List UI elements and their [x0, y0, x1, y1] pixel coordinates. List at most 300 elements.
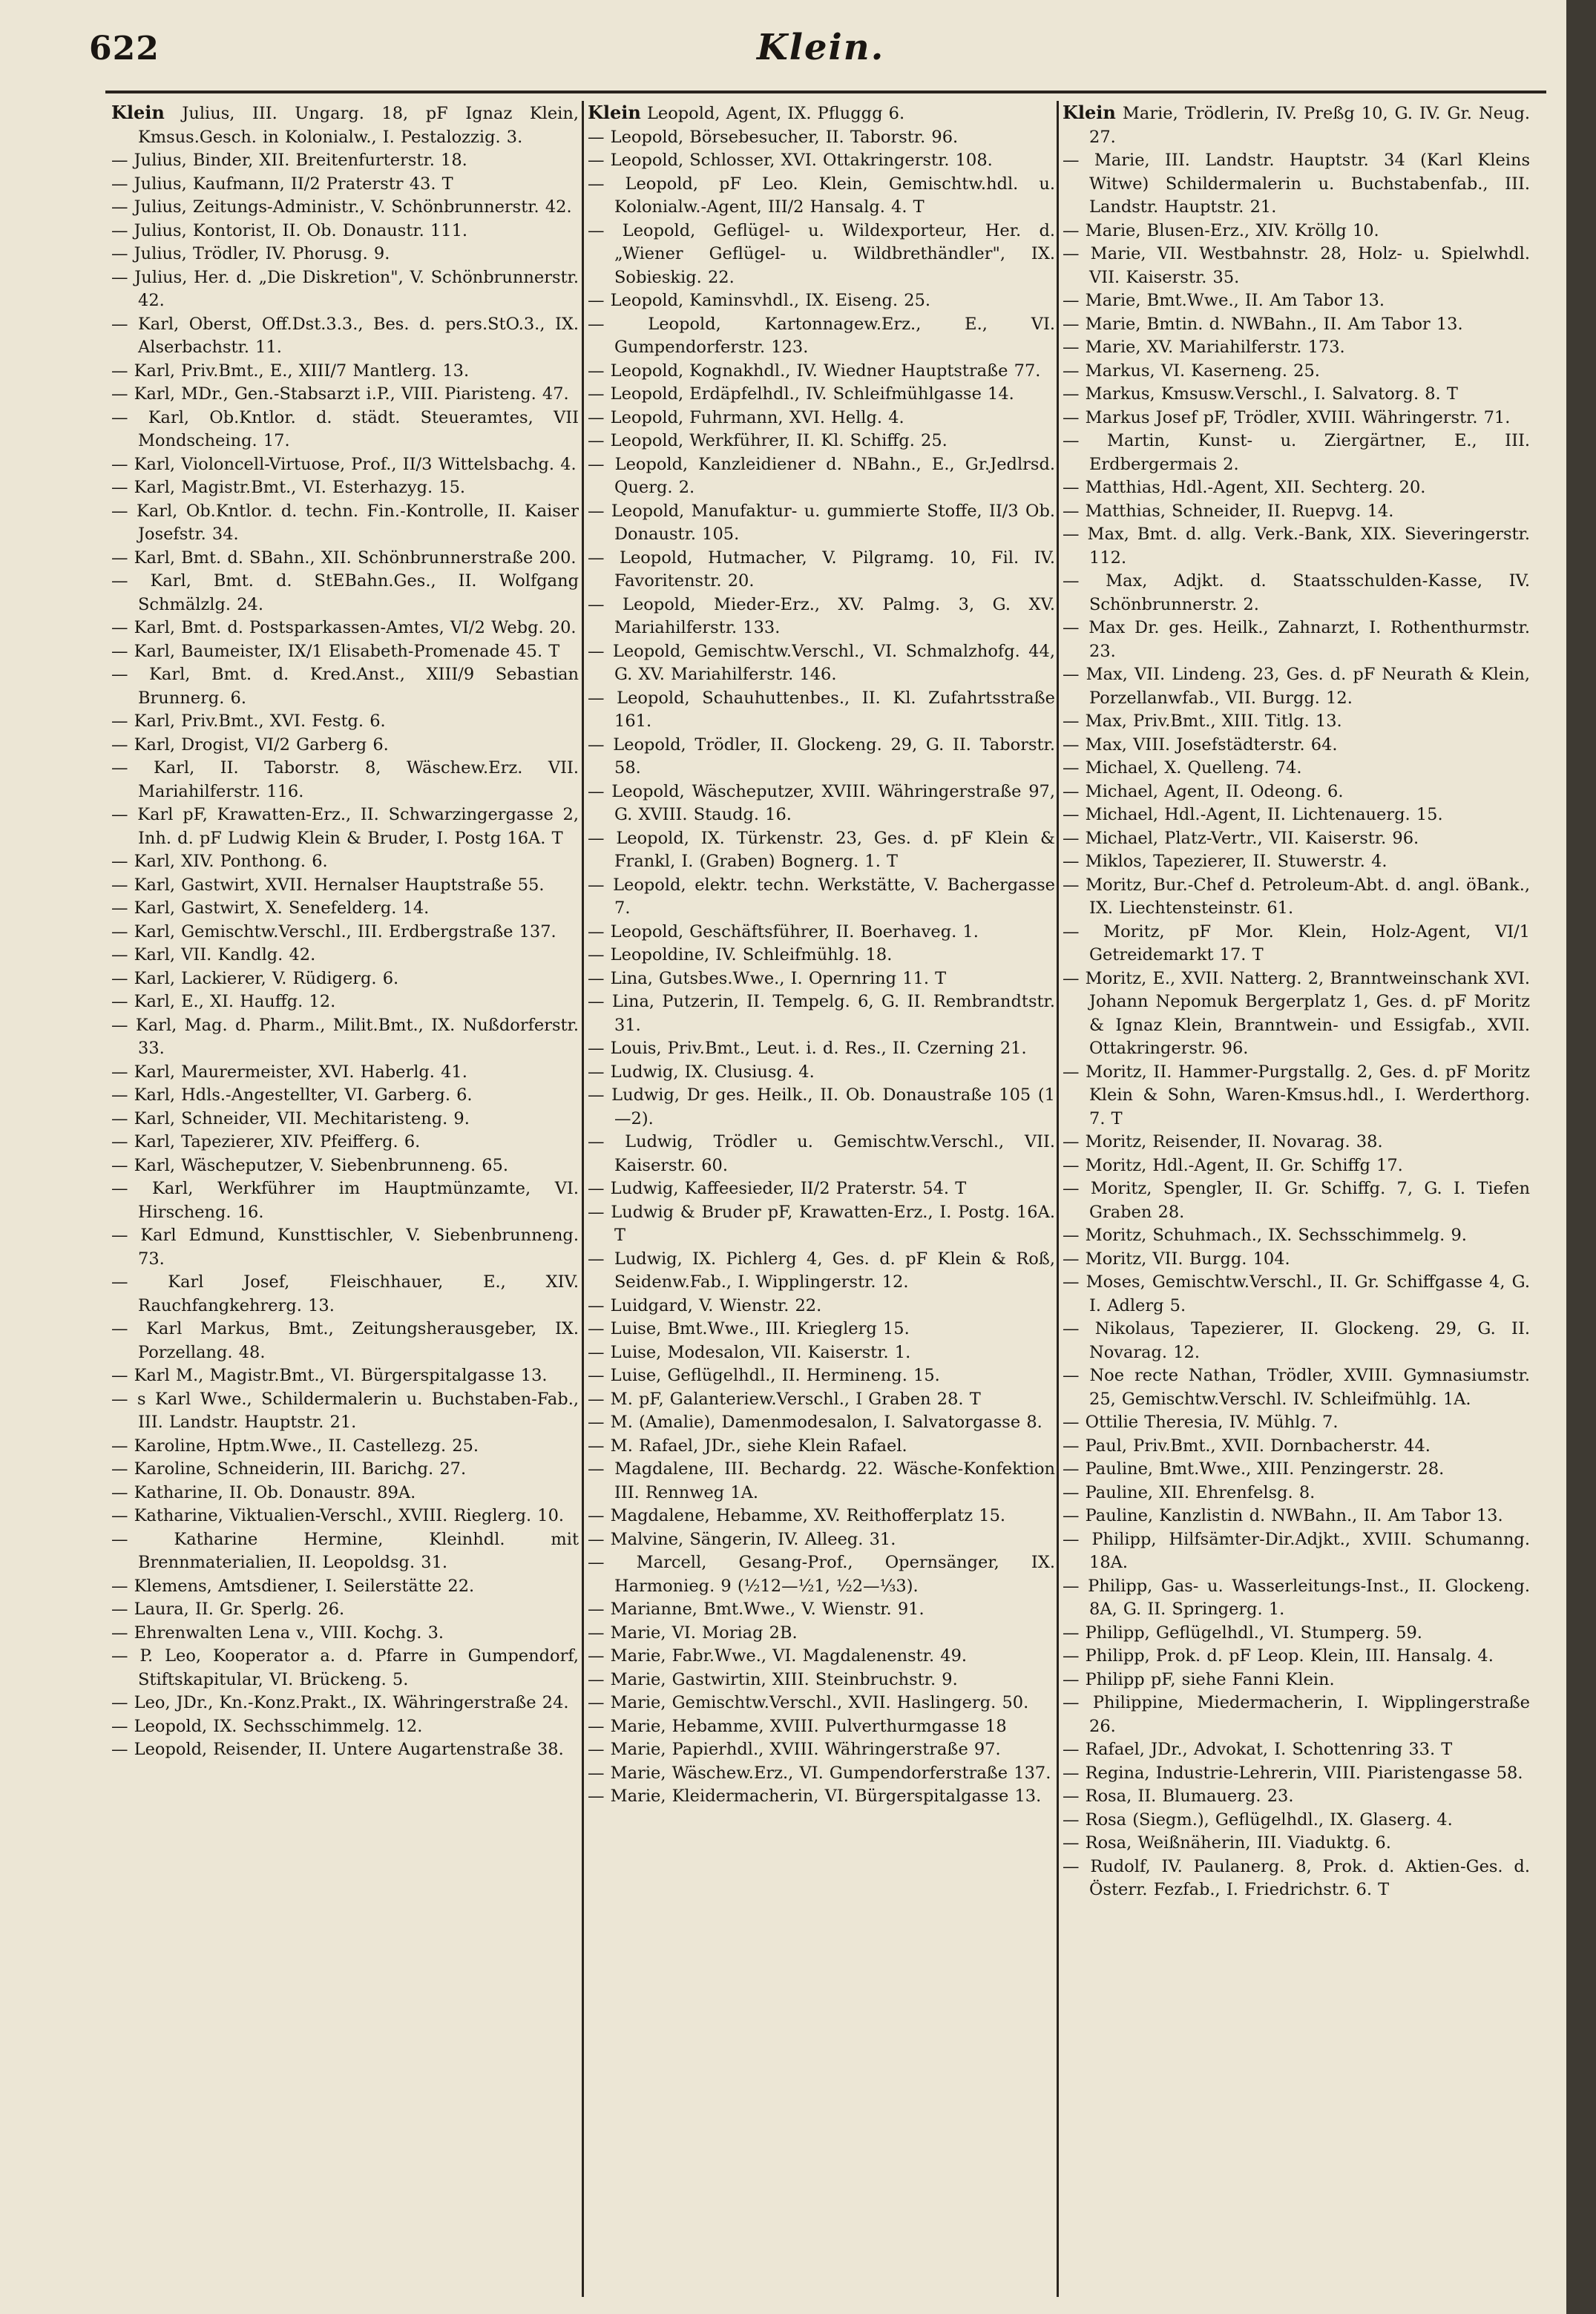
directory-entry [1063, 921, 1530, 967]
directory-entry [588, 1388, 1055, 1412]
entry-text: — Ludwig, IX. Clusiusg. 4. [588, 1062, 815, 1082]
entry-text: — Nikolaus, Tapezierer, II. Glockeng. 29, G. II. Novarag. 12. [1063, 1319, 1530, 1362]
entry-text: — Magdalene, III. Bechardg. 22. Wäsche-Konfektion III. Rennweg 1A. [588, 1459, 1055, 1502]
entry-text: — Moritz, pF Mor. Klein, Holz-Agent, VI/1 Getreidemarkt 17. T [1063, 921, 1530, 964]
directory-entry [1063, 570, 1530, 617]
directory-entry [1063, 850, 1530, 874]
entry-text: — Leopold, Schauhuttenbes., II. Kl. Zufahrtsstraße 161. [588, 688, 1055, 731]
directory-entry [1063, 1411, 1530, 1435]
directory-entry [588, 360, 1055, 384]
entry-text: — Julius, Zeitungs-Administr., V. Schönbrunnerstr. 42. [111, 197, 572, 217]
entry-text: — Marie, III. Landstr. Hauptstr. 34 (Karl Kleins Witwe) Schildermalerin u. Buchstabenfab., III. Landstr. Hauptstr. 21. [1063, 151, 1530, 217]
entry-text: — Pauline, Kanzlistin d. NWBahn., II. Am Tabor 13. [1063, 1506, 1503, 1525]
entry-text: — Leopold, Gemischtw.Verschl., VI. Schmalzhofg. 44, G. XV. Mariahilferstr. 146. [588, 641, 1055, 684]
entry-text: — P. Leo, Kooperator a. d. Pfarre in Gumpendorf, Stiftskapitular, VI. Brückeng. 5. [111, 1646, 579, 1689]
directory-entry [1063, 523, 1530, 570]
entry-text: — Michael, X. Quelleng. 74. [1063, 758, 1302, 778]
directory-entry [588, 1295, 1055, 1318]
directory-entry [588, 594, 1055, 640]
header-rule [105, 91, 1546, 93]
directory-entry [588, 1411, 1055, 1435]
entry-text: — Julius, Her. d. „Die Diskretion", V. Schönbrunnerstr. 42. [111, 267, 579, 310]
entry-text: — Karl, II. Taborstr. 8, Wäschew.Erz. VII. Mariahilferstr. 116. [111, 758, 579, 801]
entry-text: — Karl, Magistr.Bmt., VI. Esterhazyg. 15. [111, 478, 466, 497]
entry-text: — Marie, Blusen-Erz., XIV. Kröllg 10. [1063, 220, 1379, 240]
directory-entry [588, 383, 1055, 407]
entry-text: — Karl, E., XI. Hauffg. 12. [111, 992, 336, 1011]
directory-entry [588, 173, 1055, 220]
directory-entry [111, 383, 579, 407]
entry-text: — Marcell, Gesang-Prof., Opernsänger, IX. Harmonieg. 9 (½12—½1, ½2—⅓3). [588, 1553, 1055, 1596]
directory-entry [111, 313, 579, 360]
directory-entry [588, 1645, 1055, 1669]
entry-text: — Leopold, Hutmacher, V. Pilgramg. 10, Fil. IV. Favoritenstr. 20. [588, 548, 1055, 591]
entry-text: — Karl Edmund, Kunsttischler, V. Siebenbrunneng. 73. [111, 1226, 579, 1269]
entry-text: — Markus Josef pF, Trödler, XVIII. Währingerstr. 71. [1063, 407, 1511, 427]
directory-entry [588, 1785, 1055, 1809]
directory-entry [1063, 874, 1530, 921]
entry-text: — Philippine, Miedermacherin, I. Wipplingerstraße 26. [1063, 1693, 1530, 1736]
entry-text: — Karl, Bmt. d. Kred.Anst., XIII/9 Sebastian Brunnerg. 6. [111, 665, 579, 708]
directory-entry [111, 803, 579, 850]
directory-entry [111, 1364, 579, 1388]
page-edge-shadow [1566, 0, 1596, 2314]
entry-text: — Marie, VI. Moriag 2B. [588, 1623, 798, 1643]
entry-text: — Karl, Bmt. d. StEBahn.Ges., II. Wolfgang Schmälzlg. 24. [111, 571, 579, 614]
entry-text: — Moritz, Spengler, II. Gr. Schiffg. 7, G. I. Tiefen Graben 28. [1063, 1179, 1530, 1222]
directory-entry [1063, 1224, 1530, 1248]
directory-entry [1063, 1622, 1530, 1646]
entry-text: — Leopold, Reisender, II. Untere Augartenstraße 38. [111, 1740, 564, 1759]
directory-entry [588, 101, 1055, 126]
directory-entry [588, 1341, 1055, 1365]
directory-entry [1063, 1645, 1530, 1669]
directory-entry [111, 990, 579, 1014]
directory-entry [111, 1061, 579, 1085]
directory-entry [111, 1177, 579, 1224]
directory-entry [1063, 1575, 1530, 1622]
directory-entry [588, 734, 1055, 780]
entry-text: — Moritz, II. Hammer-Purgstallg. 2, Ges. d. pF Moritz Klein & Sohn, Waren-Kmsus.hdl., I. Werderthorg. 7. T [1063, 1062, 1530, 1128]
entry-text: Julius, III. Ungarg. 18, pF Ignaz Klein, Kmsus.Gesch. in Kolonialw., I. Pestalozzig. 3. [138, 104, 579, 147]
entry-text: — Karl, Ob.Kntlor. d. städt. Steueramtes, VII Mondscheing. 17. [111, 407, 579, 450]
entry-text: — Marianne, Bmt.Wwe., V. Wienstr. 91. [588, 1600, 925, 1619]
directory-entry [588, 1622, 1055, 1646]
directory-entry [588, 1037, 1055, 1061]
entry-text: — Rosa (Siegm.), Geflügelhdl., IX. Glaserg. 4. [1063, 1810, 1453, 1830]
directory-entry [111, 944, 579, 967]
entry-text: — Leopold, Geschäftsführer, II. Boerhaveg. 1. [588, 921, 979, 941]
directory-entry [1063, 430, 1530, 476]
directory-entry [588, 780, 1055, 827]
entry-text: — Julius, Binder, XII. Breitenfurterstr. 18. [111, 151, 467, 170]
directory-entry [111, 1482, 579, 1505]
directory-entry [1063, 1738, 1530, 1762]
directory-entry [111, 1692, 579, 1715]
entry-text: — Martin, Kunst- u. Ziergärtner, E., III. Erdbergermais 2. [1063, 431, 1530, 474]
entry-text: — Luise, Bmt.Wwe., III. Krieglerg 15. [588, 1319, 910, 1338]
entry-text: — Leopold, Geflügel- u. Wildexporteur, Her. d. „Wiener Geflügel- u. Wildbrethändler", IX. Sobieskig. 22. [588, 220, 1055, 287]
directory-entry [111, 874, 579, 898]
entry-text: — Karl pF, Krawatten-Erz., II. Schwarzingergasse 2, Inh. d. pF Ludwig Klein & Bruder, I. Postg 16A. T [111, 805, 579, 848]
directory-entry [111, 149, 579, 173]
entry-text: — Leopold, Kanzleidiener d. NBahn., E., Gr.Jedlrsd. Querg. 2. [588, 454, 1055, 497]
directory-entry [1063, 1856, 1530, 1902]
entry-text: — Leo, JDr., Kn.-Konz.Prakt., IX. Währingerstraße 24. [111, 1693, 569, 1712]
directory-entry [111, 1014, 579, 1061]
directory-entry [111, 921, 579, 944]
entry-text: — Max, VIII. Josefstädterstr. 64. [1063, 734, 1338, 755]
directory-entry [1063, 967, 1530, 1061]
entry-text: — Marie, Gastwirtin, XIII. Steinbruchstr. 9. [588, 1669, 958, 1689]
directory-entry [588, 1318, 1055, 1341]
entry-text: — Michael, Hdl.-Agent, II. Lichtenauerg. 15. [1063, 805, 1443, 824]
entry-text: — Rosa, Weißnäherin, III. Viaduktg. 6. [1063, 1833, 1391, 1853]
entry-text: — Noe recte Nathan, Trödler, XVIII. Gymnasiumstr. 25, Gemischtw.Verschl. IV. Schleifmühlg. 1A. [1063, 1366, 1530, 1409]
directory-entry [111, 1738, 579, 1762]
directory-entry [111, 476, 579, 500]
entry-text: — Katharine Hermine, Kleinhdl. mit Brennmaterialien, II. Leopoldsg. 31. [111, 1529, 579, 1572]
entry-text: Marie, Trödlerin, IV. Preßg 10, G. IV. Gr. Neug. 27. [1089, 104, 1530, 147]
entry-text: — Moritz, E., XVII. Natterg. 2, Branntweinschank XVI. Johann Nepomuk Bergerplatz 1, Ges. d. pF Moritz & Ignaz Klein, Branntwein- und Essigfab., XVII. Ottakringerstr. 96. [1063, 968, 1530, 1058]
entry-surname: Klein [111, 102, 165, 123]
entry-text: — Philipp, Hilfsämter-Dir.Adjkt., XVIII. Schumanng. 18A. [1063, 1529, 1530, 1572]
directory-entry [1063, 243, 1530, 289]
entry-text: — Pauline, Bmt.Wwe., XIII. Penzingerstr. 28. [1063, 1459, 1445, 1479]
entry-text: — Marie, XV. Mariahilferstr. 173. [1063, 338, 1345, 357]
entry-text: — Max, Bmt. d. allg. Verk.-Bank, XIX. Sieveringerstr. 112. [1063, 525, 1530, 568]
entry-text: — Moritz, Reisender, II. Novarag. 38. [1063, 1132, 1383, 1151]
entry-text: — Moses, Gemischtw.Verschl., II. Gr. Schiffgasse 4, G. I. Adlerg 5. [1063, 1272, 1530, 1315]
entry-text: — Karl Markus, Bmt., Zeitungsherausgeber, IX. Porzellang. 48. [111, 1319, 579, 1362]
entry-text: — Matthias, Hdl.-Agent, XII. Sechterg. 20. [1063, 478, 1426, 497]
entry-text: — Karl, XIV. Ponthong. 6. [111, 852, 328, 871]
entry-text: — Philipp, Gas- u. Wasserleitungs-Inst., II. Glockeng. 8A, G. II. Springerg. 1. [1063, 1576, 1530, 1619]
entry-text: — Rudolf, IV. Paulanerg. 8, Prok. d. Aktien-Ges. d. Österr. Fezfab., I. Friedrichstr. 6. T [1063, 1856, 1530, 1899]
page-number: 622 [89, 30, 160, 68]
directory-entry [588, 1762, 1055, 1786]
directory-entry [588, 1084, 1055, 1131]
directory-entry [1063, 757, 1530, 780]
directory-entry [1063, 1271, 1530, 1318]
directory-entry [1063, 289, 1530, 313]
entry-text: — Karl, Gastwirt, XVII. Hernalser Hauptstraße 55. [111, 875, 545, 895]
entry-text: — Marie, Bmtin. d. NWBahn., II. Am Tabor 13. [1063, 314, 1463, 334]
entry-text: — Michael, Platz-Vertr., VII. Kaiserstr. 96. [1063, 828, 1419, 848]
directory-entry [1063, 383, 1530, 407]
directory-entry [111, 196, 579, 220]
entry-text: — Rafael, JDr., Advokat, I. Schottenring 33. T [1063, 1740, 1453, 1759]
entry-text: — Julius, Trödler, IV. Phorusg. 9. [111, 244, 390, 263]
entry-text: — Ludwig, Kaffeesieder, II/2 Praterstr. 54. T [588, 1179, 967, 1198]
directory-entry [588, 289, 1055, 313]
directory-entry [1063, 1762, 1530, 1786]
directory-entry [588, 1177, 1055, 1201]
directory-entry [588, 967, 1055, 991]
entry-text: — Lina, Gutsbes.Wwe., I. Opernring 11. T [588, 968, 947, 988]
directory-entry [588, 313, 1055, 360]
directory-entry [588, 149, 1055, 173]
entry-text: — M. Rafael, JDr., siehe Klein Rafael. [588, 1436, 907, 1456]
directory-entry [111, 710, 579, 734]
directory-entry [1063, 1669, 1530, 1692]
entry-text: — Julius, Kontorist, II. Ob. Donaustr. 111. [111, 220, 468, 240]
directory-entry [588, 1692, 1055, 1715]
column-1 [111, 101, 579, 2297]
entry-text: — Markus, VI. Kaserneng. 25. [1063, 361, 1320, 381]
directory-entry [111, 570, 579, 617]
entry-text: Leopold, Agent, IX. Pfluggg 6. [640, 104, 905, 123]
entry-text: — Luise, Geflügelhdl., II. Hermineng. 15. [588, 1366, 940, 1385]
directory-entry [1063, 220, 1530, 243]
entry-text: — Philipp, Geflügelhdl., VI. Stumperg. 59. [1063, 1623, 1422, 1643]
column-2 [588, 101, 1055, 2297]
entry-surname: Klein [588, 102, 641, 123]
directory-entry [588, 1505, 1055, 1528]
entry-text: — Moritz, VII. Burgg. 104. [1063, 1249, 1290, 1269]
entry-text: — Marie, Kleidermacherin, VI. Bürgerspitalgasse 13. [588, 1787, 1042, 1806]
directory-entry [1063, 360, 1530, 384]
directory-entry [588, 1528, 1055, 1552]
directory-entry [1063, 407, 1530, 430]
entry-text: — Malvine, Sängerin, IV. Alleeg. 31. [588, 1529, 896, 1549]
directory-entry [111, 1271, 579, 1318]
entry-text: — Leopold, Erdäpfelhdl., IV. Schleifmühlgasse 14. [588, 384, 1014, 404]
directory-entry [111, 500, 579, 547]
directory-entry [1063, 1528, 1530, 1575]
entry-text: — Marie, Fabr.Wwe., VI. Magdalenenstr. 49. [588, 1646, 968, 1666]
directory-entry [1063, 1154, 1530, 1178]
entry-text: — Philipp, Prok. d. pF Leop. Klein, III. Hansalg. 4. [1063, 1646, 1494, 1666]
directory-entry [111, 640, 579, 664]
directory-entry [111, 1645, 579, 1692]
entry-text: — Max, VII. Lindeng. 23, Ges. d. pF Neurath & Klein, Porzellanwfab., VII. Burgg. 12. [1063, 665, 1530, 708]
directory-entry [1063, 710, 1530, 734]
directory-entry [111, 734, 579, 757]
entry-text: — Max Dr. ges. Heilk., Zahnarzt, I. Rothenthurmstr. 23. [1063, 618, 1530, 661]
entry-text: — Ehrenwalten Lena v., VIII. Kochg. 3. [111, 1623, 444, 1643]
directory-entry [111, 850, 579, 874]
entry-text: — Max, Adjkt. d. Staatsschulden-Kasse, IV. Schönbrunnerstr. 2. [1063, 571, 1530, 614]
entry-text: — Karl M., Magistr.Bmt., VI. Bürgerspitalgasse 13. [111, 1366, 548, 1385]
directory-entry [1063, 780, 1530, 804]
directory-entry [111, 1224, 579, 1271]
entry-text: — Karl, Violoncell-Virtuose, Prof., II/3 Wittelsbachg. 4. [111, 454, 577, 474]
directory-entry [588, 1435, 1055, 1459]
directory-entry [588, 1364, 1055, 1388]
directory-entry [111, 1084, 579, 1108]
directory-entry [588, 453, 1055, 500]
directory-entry [588, 1061, 1055, 1085]
directory-entry [1063, 803, 1530, 827]
directory-entry [111, 1131, 579, 1154]
directory-entry [111, 757, 579, 803]
entry-text: — Karl, Hdls.-Angestellter, VI. Garberg. 6. [111, 1085, 473, 1105]
entry-text: — Michael, Agent, II. Odeong. 6. [1063, 781, 1344, 801]
entry-text: — Ottilie Theresia, IV. Mühlg. 7. [1063, 1413, 1339, 1432]
entry-text: — Leopold, IX. Sechsschimmelg. 12. [111, 1716, 423, 1736]
directory-entry [1063, 313, 1530, 337]
directory-entry [588, 547, 1055, 594]
entry-text: — Louis, Priv.Bmt., Leut. i. d. Res., II. Czerning 21. [588, 1039, 1027, 1058]
entry-text: — Moritz, Bur.-Chef d. Petroleum-Abt. d. angl. öBank., IX. Liechtensteinstr. 61. [1063, 875, 1530, 918]
entry-text: — Leopold, Mieder-Erz., XV. Palmg. 3, G. XV. Mariahilferstr. 133. [588, 594, 1055, 637]
entry-text: — Karl, Gemischtw.Verschl., III. Erdbergstraße 137. [111, 921, 556, 941]
running-head: Klein. [757, 27, 885, 68]
column-divider [1057, 101, 1059, 2297]
directory-entry [1063, 1458, 1530, 1482]
directory-entry [1063, 1248, 1530, 1272]
entry-text: — Karl, Wäscheputzer, V. Siebenbrunneng. 65. [111, 1155, 509, 1175]
entry-text: — Miklos, Tapezierer, II. Stuwerstr. 4. [1063, 852, 1388, 871]
directory-entry [588, 687, 1055, 734]
directory-entry [111, 360, 579, 384]
column-divider [582, 101, 584, 2297]
entry-text: — Karoline, Schneiderin, III. Barichg. 27. [111, 1459, 467, 1479]
entry-text: — Moritz, Hdl.-Agent, II. Gr. Schiffg 17. [1063, 1155, 1403, 1175]
entry-text: — Leopold, pF Leo. Klein, Gemischtw.hdl. u. Kolonialw.-Agent, III/2 Hansalg. 4. T [588, 174, 1055, 217]
directory-entry [111, 897, 579, 921]
entry-text: — Marie, Papierhdl., XVIII. Währingerstraße 97. [588, 1740, 1001, 1759]
entry-text: — Karl, Priv.Bmt., E., XIII/7 Mantlerg. 13. [111, 361, 470, 381]
directory-entry [111, 1108, 579, 1131]
directory-entry [588, 1131, 1055, 1177]
entry-text: — Leopold, elektr. techn. Werkstätte, V. Bachergasse 7. [588, 875, 1055, 918]
entry-text: — Leopold, Trödler, II. Glockeng. 29, G. II. Taborstr. 58. [588, 734, 1055, 778]
entry-text: — Ludwig, Dr ges. Heilk., II. Ob. Donaustraße 105 (1—2). [588, 1085, 1055, 1128]
directory-entry [111, 220, 579, 243]
directory-entry [111, 1458, 579, 1482]
entry-text: — Luidgard, V. Wienstr. 22. [588, 1295, 822, 1315]
entry-text: — Moritz, Schuhmach., IX. Sechsschimmelg. 9. [1063, 1226, 1467, 1245]
entry-text: — Katharine, Viktualien-Verschl., XVIII. Rieglerg. 10. [111, 1506, 565, 1525]
entry-text: — Katharine, II. Ob. Donaustr. 89A. [111, 1482, 416, 1502]
directory-entry [111, 453, 579, 477]
directory-entry [1063, 734, 1530, 757]
directory-entry [111, 101, 579, 149]
entry-text: — Marie, VII. Westbahnstr. 28, Holz- u. Spielwhdl. VII. Kaiserstr. 35. [1063, 244, 1530, 287]
entry-text: — Luise, Modesalon, VII. Kaiserstr. 1. [588, 1342, 911, 1362]
directory-entry [588, 1201, 1055, 1248]
directory-entry [1063, 1832, 1530, 1856]
directory-entry [588, 874, 1055, 921]
column-3 [1063, 101, 1530, 2297]
entry-text: — Matthias, Schneider, II. Ruepvg. 14. [1063, 501, 1394, 521]
directory-entry [111, 1318, 579, 1364]
directory-entry [1063, 1318, 1530, 1364]
directory-entry [111, 266, 579, 313]
entry-text: — Karl, Priv.Bmt., XVI. Festg. 6. [111, 711, 386, 731]
entry-text: — Leopold, Werkführer, II. Kl. Schiffg. 25. [588, 431, 948, 450]
entry-text: — Karl, Drogist, VI/2 Garberg 6. [111, 734, 389, 755]
entry-text: — Philipp pF, siehe Fanni Klein. [1063, 1669, 1335, 1689]
entry-text: — Magdalene, Hebamme, XV. Reithofferplatz 15. [588, 1506, 1006, 1525]
entry-text: — Karl, Gastwirt, X. Senefelderg. 14. [111, 898, 430, 918]
directory-entry [588, 430, 1055, 453]
entry-text: — M. pF, Galanteriew.Verschl., I Graben 28. T [588, 1389, 981, 1409]
entry-text: — Klemens, Amtsdiener, I. Seilerstätte 22. [111, 1576, 475, 1596]
entry-text: — Marie, Gemischtw.Verschl., XVII. Haslingerg. 50. [588, 1693, 1029, 1712]
directory-entry [111, 1598, 579, 1622]
entry-text: — Ludwig, Trödler u. Gemischtw.Verschl., VII. Kaiserstr. 60. [588, 1132, 1055, 1175]
entry-text: — Leopold, Manufaktur- u. gummierte Stoffe, II/3 Ob. Donaustr. 105. [588, 501, 1055, 544]
directory-entry [588, 500, 1055, 547]
directory-entry [111, 967, 579, 991]
entry-text: — Lina, Putzerin, II. Tempelg. 6, G. II. Rembrandtstr. 31. [588, 992, 1055, 1035]
directory-entry [1063, 500, 1530, 524]
directory-entry [1063, 149, 1530, 220]
directory-entry [1063, 1785, 1530, 1809]
directory-entry [111, 1715, 579, 1739]
directory-entry [588, 990, 1055, 1037]
entry-text: — Karl, Ob.Kntlor. d. techn. Fin.-Kontrolle, II. Kaiser Josefstr. 34. [111, 501, 579, 544]
entry-text: — Karl, Maurermeister, XVI. Haberlg. 41. [111, 1062, 467, 1082]
directory-entry [1063, 1482, 1530, 1505]
directory-entry [111, 1528, 579, 1575]
directory-entry [588, 640, 1055, 687]
directory-entry [1063, 663, 1530, 710]
directory-entry [1063, 1505, 1530, 1528]
entry-text: — Markus, Kmsusw.Verschl., I. Salvatorg. 8. T [1063, 384, 1458, 404]
entry-text: — Leopold, Fuhrmann, XVI. Hellg. 4. [588, 407, 904, 427]
directory-entry [1063, 1131, 1530, 1154]
entry-text: — Leopold, Börsebesucher, II. Taborstr. 96. [588, 127, 959, 147]
directory-entry [588, 1738, 1055, 1762]
directory-entry [1063, 1692, 1530, 1738]
entry-text: — Karl, Bmt. d. SBahn., XII. Schönbrunnerstraße 200. [111, 548, 577, 568]
entry-text: — Leopold, Kartonnagew.Erz., E., VI. Gumpendorferstr. 123. [588, 314, 1055, 357]
entry-text: — Karl, Oberst, Off.Dst.3.3., Bes. d. pers.StO.3., IX. Alserbachstr. 11. [111, 314, 579, 357]
directory-entry [588, 126, 1055, 150]
entry-text: — Leopold, Wäscheputzer, XVIII. Währingerstraße 97, G. XVIII. Staudg. 16. [588, 781, 1055, 824]
directory-entry [1063, 1809, 1530, 1833]
entry-text: — Leopoldine, IV. Schleifmühlg. 18. [588, 945, 893, 964]
entry-text: — M. (Amalie), Damenmodesalon, I. Salvatorgasse 8. [588, 1413, 1042, 1432]
entry-text: — Marie, Hebamme, XVIII. Pulverthurmgasse 18 [588, 1716, 1007, 1736]
directory-entry [1063, 101, 1530, 149]
entry-text: — Marie, Bmt.Wwe., II. Am Tabor 13. [1063, 291, 1385, 310]
entry-text: — Regina, Industrie-Lehrerin, VIII. Piaristengasse 58. [1063, 1763, 1523, 1783]
directory-entry [1063, 336, 1530, 360]
directory-entry [588, 1669, 1055, 1692]
entry-text: — Karl Josef, Fleischhauer, E., XIV. Rauchfangkehrerg. 13. [111, 1272, 579, 1315]
entry-text: — Karl, Bmt. d. Postsparkassen-Amtes, VI/2 Webg. 20. [111, 618, 577, 637]
entry-text: — Karl, Lackierer, V. Rüdigerg. 6. [111, 968, 399, 988]
entry-text: — Karl, Tapezierer, XIV. Pfeifferg. 6. [111, 1132, 421, 1151]
entry-text: — Karl, MDr., Gen.-Stabsarzt i.P., VIII. Piaristeng. 47. [111, 384, 569, 404]
entry-text: — Karl, Baumeister, IX/1 Elisabeth-Promenade 45. T [111, 641, 560, 661]
entry-text: — Karl, VII. Kandlg. 42. [111, 945, 316, 964]
directory-entry [1063, 617, 1530, 663]
directory-entry [111, 1505, 579, 1528]
entry-text: — Leopold, Schlosser, XVI. Ottakringerstr. 108. [588, 151, 993, 170]
directory-entry [111, 1388, 579, 1435]
directory-entry [588, 921, 1055, 944]
entry-text: — Karl, Werkführer im Hauptmünzamte, VI. Hirscheng. 16. [111, 1179, 579, 1222]
directory-entry [111, 1435, 579, 1459]
entry-text: — s Karl Wwe., Schildermalerin u. Buchstaben-Fab., III. Landstr. Hauptstr. 21. [111, 1389, 579, 1432]
entry-text: — Pauline, XII. Ehrenfelsg. 8. [1063, 1482, 1316, 1502]
directory-entry [588, 1551, 1055, 1598]
directory-entry [1063, 1177, 1530, 1224]
directory-entry [588, 1458, 1055, 1505]
directory-entry [588, 1248, 1055, 1295]
directory-entry [588, 944, 1055, 967]
entry-text: — Leopold, Kognakhdl., IV. Wiedner Hauptstraße 77. [588, 361, 1041, 381]
directory-entry [1063, 1061, 1530, 1131]
directory-entry [588, 1598, 1055, 1622]
entry-text: — Leopold, IX. Türkenstr. 23, Ges. d. pF Klein & Frankl, I. (Graben) Bognerg. 1. T [588, 828, 1055, 871]
